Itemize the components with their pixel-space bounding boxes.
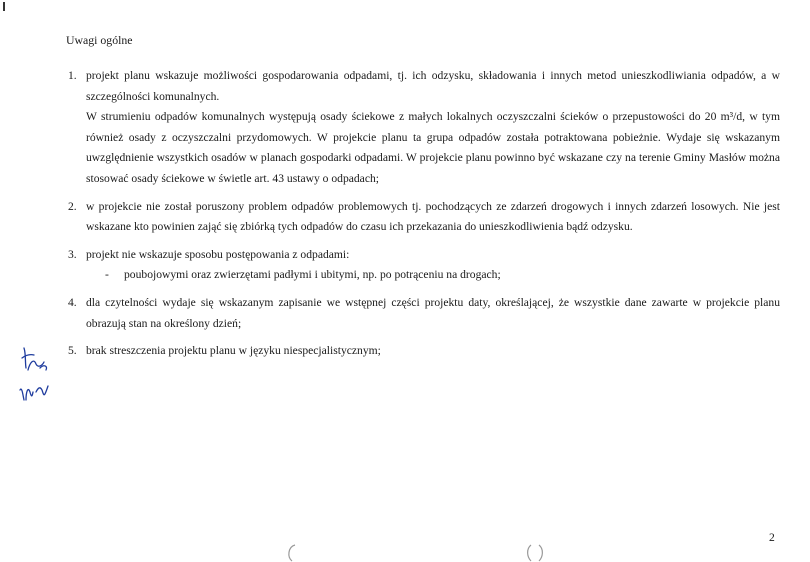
remarks-list	[66, 66, 780, 369]
item-text: dla czytelności wydaje się wskazanym zapisanie we wstępnej części projektu daty, określającej, że wszystkie dane zawarte w projekcie planu obrazują stan na określony dzień;	[86, 295, 780, 330]
item-text: brak streszczenia projektu planu w języku niespecjalistycznym;	[86, 344, 381, 358]
item-number: 1.	[68, 69, 77, 82]
list-item	[66, 197, 780, 238]
item-text: projekt planu wskazuje możliwości gospodarowania odpadami, tj. ich odzysku, składowania i innych metod unieszkodliwiania odpadów, a w szczególności komunalnych.	[86, 69, 780, 103]
section-heading: Uwagi ogólne	[66, 33, 133, 47]
scan-edge-mark	[3, 2, 5, 11]
list-item	[66, 341, 780, 362]
sub-item-text: poubojowymi oraz zwierzętami padłymi i ubitymi, np. po potrąceniu na drogach;	[124, 268, 501, 282]
list-item	[66, 293, 780, 334]
item-number: 3.	[68, 247, 77, 261]
list-item	[66, 245, 780, 286]
binder-hole-mark-left	[284, 543, 298, 562]
handwritten-initials	[14, 340, 56, 410]
item-text: projekt nie wskazuje sposobu postępowania z odpadami:	[86, 247, 350, 261]
binder-hole-mark-right	[523, 543, 547, 562]
sub-item	[66, 265, 780, 286]
list-item	[66, 66, 780, 190]
item-number: 5.	[68, 344, 77, 358]
item-number: 4.	[68, 295, 77, 309]
item-number: 2.	[68, 199, 77, 213]
sub-item-dash: -	[105, 268, 109, 282]
page-number: 2	[769, 531, 775, 544]
item-text: W strumieniu odpadów komunalnych występują osady ściekowe z małych lokalnych oczyszczalni ścieków o przepustowości do 20 m³/d, w tym również osady z oczyszczalni przydomowych. W projekcie planu ta grupa odpadów została potraktowana pobieżnie. Wydaje się wskazanym uwzględnienie wszystkich osadów w planach gospodarki odpadami. W projekcie planu powinno być wskazane czy na terenie Gminy Masłów można stosować osady ściekowe w świetle art. 43 ustawy o odpadach;	[86, 110, 780, 185]
item-text: w projekcie nie został poruszony problem odpadów problemowych tj. pochodzących ze zdarzeń drogowych i innych zdarzeń losowych. Nie jest wskazane kto powinien zająć się zbiórką tych odpadów do czasu ich przekazania do unieszkodliwienia bądź odzysku.	[86, 199, 780, 234]
